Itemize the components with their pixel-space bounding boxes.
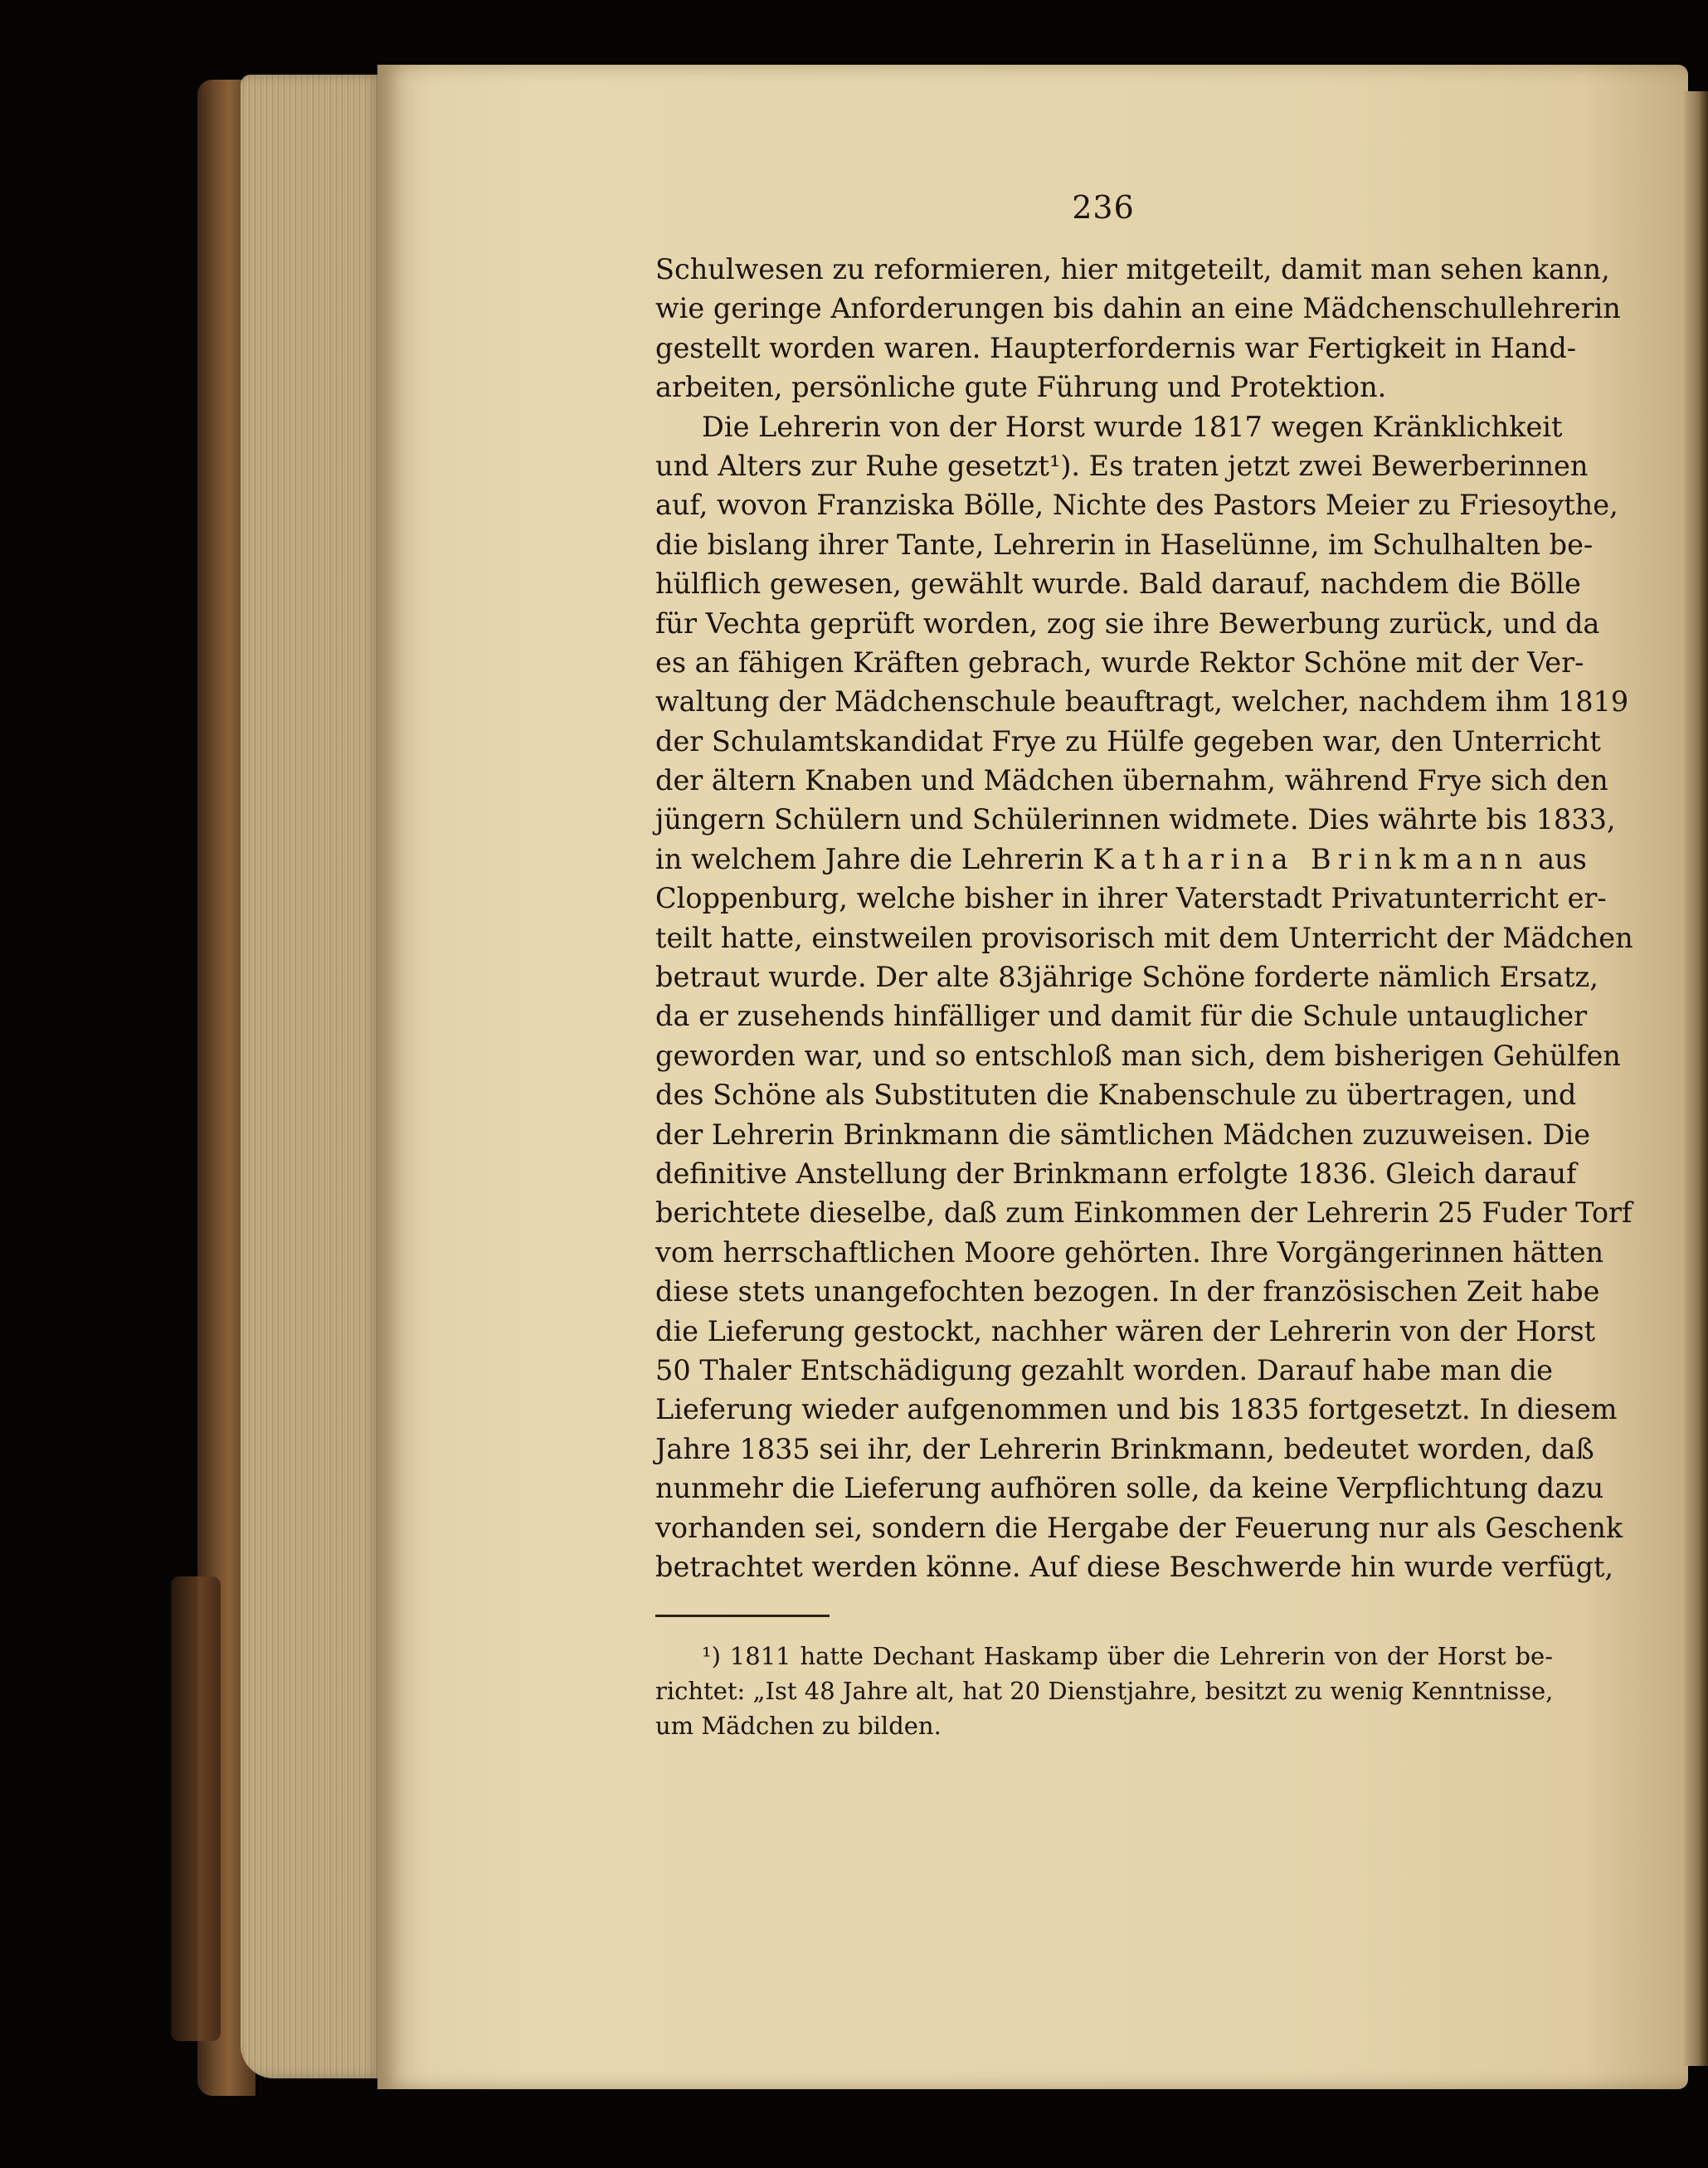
text-line-with-spaced-name	[655, 840, 1587, 879]
body-text	[655, 250, 1633, 1586]
text-line: wie geringe Anforderungen bis dahin an eine Mädchenschullehrerin	[655, 292, 1621, 325]
facing-page-edge	[1684, 91, 1708, 2066]
text-line: nunmehr die Lieferung aufhören solle, da keine Verpflichtung dazu	[655, 1472, 1604, 1505]
text-line: des Schöne als Substituten die Knabenschule zu übertragen, und	[655, 1079, 1577, 1112]
text-line: diese stets unangefochten bezogen. In der französischen Zeit habe	[655, 1275, 1600, 1308]
text-line: teilt hatte, einstweilen provisorisch mit dem Unterricht der Mädchen	[655, 921, 1633, 954]
text-line: arbeiten, persönliche gute Führung und Protektion.	[655, 371, 1387, 404]
footnote-line: um Mädchen zu bilden.	[655, 1712, 942, 1740]
text-line: es an fähigen Kräften gebrach, wurde Rektor Schöne mit der Ver-	[655, 646, 1584, 679]
text-line: der Schulamtskandidat Frye zu Hülfe gegeben war, den Unterricht	[655, 724, 1601, 758]
footnote-reference: ¹). Es traten jetzt zwei Bewerberinnen	[1049, 449, 1589, 482]
text-line: Jahre 1835 sei ihr, der Lehrerin Brinkmann, bedeutet worden, daß	[655, 1432, 1594, 1465]
text-line: betraut wurde. Der alte 83jährige Schöne forderte nämlich Ersatz,	[655, 961, 1599, 994]
footnote-line: ¹) 1811 hatte Dechant Haskamp über die Lehrerin von der Horst be-	[702, 1642, 1553, 1670]
footnote-line: richtet: „Ist 48 Jahre alt, hat 20 Dienstjahre, besitzt zu wenig Kenntnisse,	[655, 1677, 1554, 1705]
text-line: der Lehrerin Brinkmann die sämtlichen Mädchen zuzuweisen. Die	[655, 1118, 1591, 1151]
text-line: gestellt worden waren. Haupterfordernis war Fertigkeit in Hand-	[655, 331, 1577, 364]
footnote-divider	[655, 1615, 830, 1617]
text-line: die Lieferung gestockt, nachher wären der Lehrerin von der Horst	[655, 1314, 1596, 1347]
text-segment: und Alters zur Ruhe gesetzt	[655, 449, 1049, 482]
text-line: vom herrschaftlichen Moore gehörten. Ihre Vorgängerinnen hätten	[655, 1235, 1604, 1269]
text-line: waltung der Mädchenschule beauftragt, welcher, nachdem ihm 1819	[655, 685, 1629, 719]
page-number: 236	[1072, 189, 1135, 226]
text-segment: aus	[1538, 842, 1587, 875]
footnote	[655, 1639, 1553, 1743]
spaced-name: Katharina Brinkmann	[1092, 842, 1530, 875]
text-line: Die Lehrerin von der Horst wurde 1817 wegen Kränklichkeit	[702, 410, 1563, 443]
text-line: Lieferung wieder aufgenommen und bis 1835 fortgesetzt. In diesem	[655, 1393, 1618, 1426]
text-line: definitive Anstellung der Brinkmann erfolgte 1836. Gleich darauf	[655, 1157, 1577, 1190]
page-edges	[241, 75, 382, 2078]
text-line: 50 Thaler Entschädigung gezahlt worden. Darauf habe man die	[655, 1353, 1553, 1386]
text-line: betrachtet werden könne. Auf diese Beschwerde hin wurde verfügt,	[655, 1550, 1614, 1583]
worn-cover-corner	[171, 1576, 221, 2041]
text-line: die bislang ihrer Tante, Lehrerin in Haselünne, im Schulhalten be-	[655, 528, 1594, 561]
text-line: geworden war, und so entschloß man sich, dem bisherigen Gehülfen	[655, 1039, 1621, 1072]
text-line: vorhanden sei, sondern die Hergabe der Feuerung nur als Geschenk	[655, 1511, 1623, 1544]
text-line: da er zusehends hinfälliger und damit für die Schule untauglicher	[655, 1000, 1588, 1033]
text-line: Cloppenburg, welche bisher in ihrer Vaterstadt Privatunterricht er-	[655, 882, 1607, 915]
text-line: jüngern Schülern und Schülerinnen widmete. Dies währte bis 1833,	[655, 803, 1616, 836]
text-line: für Vechta geprüft worden, zog sie ihre Bewerbung zurück, und da	[655, 607, 1600, 640]
text-line: Schulwesen zu reformieren, hier mitgeteilt, damit man sehen kann,	[655, 253, 1610, 285]
text-line: hülflich gewesen, gewählt wurde. Bald darauf, nachdem die Bölle	[655, 568, 1581, 601]
text-segment: in welchem Jahre die Lehrerin	[655, 842, 1084, 875]
text-line: auf, wovon Franziska Bölle, Nichte des Pastors Meier zu Friesoythe,	[655, 489, 1618, 522]
text-line: der ältern Knaben und Mädchen übernahm, während Frye sich den	[655, 764, 1608, 797]
text-line-with-footnote-ref	[655, 446, 1589, 485]
text-line: berichtete dieselbe, daß zum Einkommen der Lehrerin 25 Fuder Torf	[655, 1196, 1633, 1230]
